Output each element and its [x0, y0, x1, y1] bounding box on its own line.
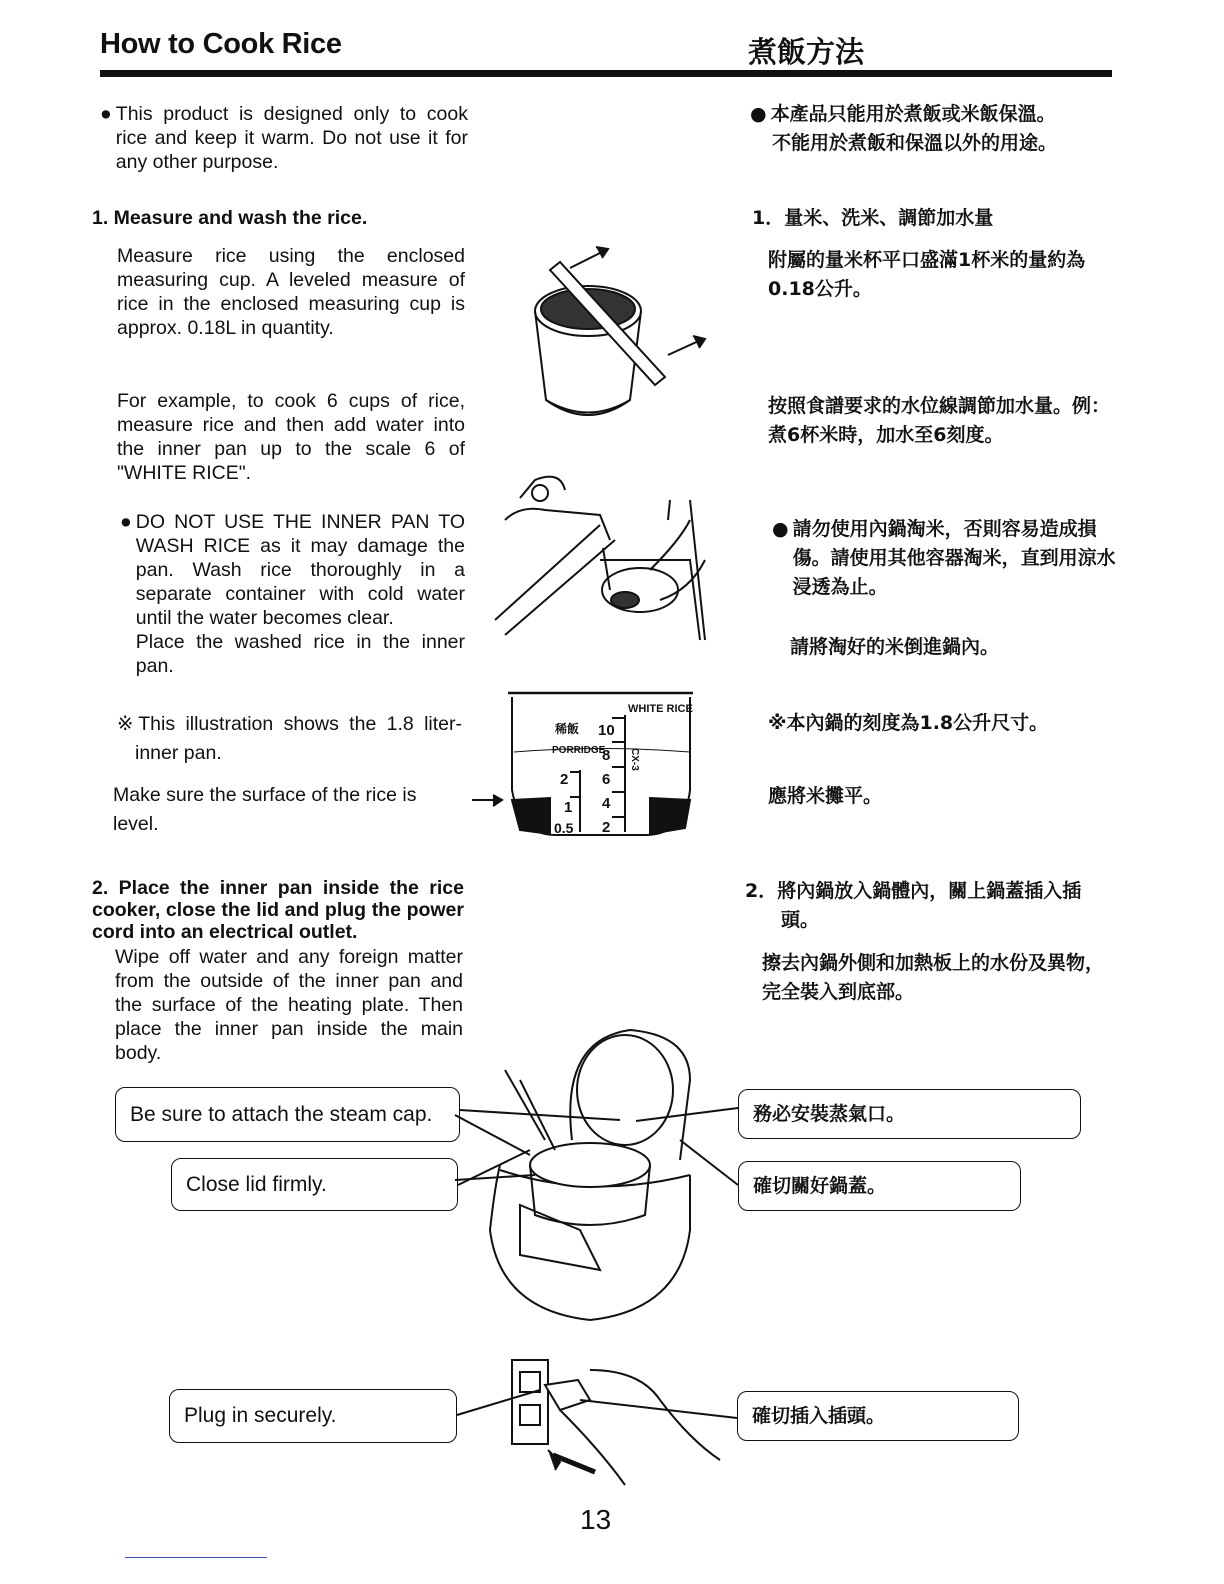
step2-body-en: Wipe off water and any foreign matter from the outside of the inner pan and the surface of the heating plate. Then place the inner pan inside the main body. [115, 946, 463, 1064]
step1-place-zh: 請將淘好的米倒進鍋內。 [790, 636, 1000, 658]
step1-example-zh: 按照食譜要求的水位線調節加水量。例：煮6杯米時，加水至6刻度。 [768, 395, 1111, 446]
step1-warning-en-text: DO NOT USE THE INNER PAN TO WASH RICE as it may damage the pan. Wash rice thoroughly in a separate container with cold water until the water becomes clear. [135, 511, 465, 629]
intro-en [100, 102, 468, 174]
scale-mark-6: 6 [602, 771, 611, 788]
callout-plug-en: Plug in securely. [169, 1389, 457, 1443]
step1-measure-zh: 附屬的量米杯平口盛滿1杯米的量約為0.18公升。 [768, 249, 1086, 300]
step1-example-en: For example, to cook 6 cups of rice, measure rice and then add water into the inner pan up to the scale 6 of "WHITE RICE". [117, 390, 465, 484]
step1-heading-zh: 1．量米、洗米、調節加水量 [752, 207, 994, 229]
bullet-icon: ● [100, 103, 112, 125]
step1-warning-zh-text: 請勿使用內鍋淘米，否則容易造成損傷。請使用其他容器淘米，直到用涼水浸透為止。 [792, 518, 1116, 598]
bullet-icon: ● [120, 511, 132, 533]
scale-mark-2: 2 [602, 819, 611, 836]
measuring-cup-illustration [535, 247, 705, 415]
header-rule [100, 70, 1112, 77]
callout-steam-cap-en: Be sure to attach the steam cap. [115, 1087, 460, 1142]
intro-zh-line1: 本產品只能用於煮飯或米飯保溫。 [770, 103, 1056, 125]
bullet-icon: ● [772, 518, 789, 540]
plug-illustration [512, 1360, 720, 1485]
pan-scale-labels [552, 703, 693, 836]
intro-zh-line2: 不能用於煮飯和保溫以外的用途。 [772, 132, 1058, 154]
scale-porridge-mark-2: 2 [560, 771, 569, 788]
step1-level-en: Make sure the surface of the rice is level. [113, 784, 417, 835]
step1-measure-en: Measure rice using the enclosed measuring cup. A leveled measure of rice in the enclosed measuring cup is approx. 0.18L in quantity. [117, 245, 465, 339]
scale-porridge-en-label: PORRIDGE [552, 745, 606, 756]
callout-close-lid-en: Close lid firmly. [171, 1158, 458, 1211]
step1-warning-en [120, 510, 465, 678]
callout-leader-lines [457, 1108, 738, 1418]
step2-heading-zh: 2．將內鍋放入鍋體內，關上鍋蓋插入插頭。 [745, 880, 1082, 931]
bullet-icon: ● [750, 103, 767, 125]
scale-white-rice-label: WHITE RICE [628, 703, 693, 715]
rice-cooker-illustration [455, 1030, 690, 1320]
step1-note-en: ※This illustration shows the 1.8 liter-inner pan. [117, 713, 462, 764]
step1-place-en: Place the washed rice in the inner pan. [135, 631, 465, 677]
scale-mark-8: 8 [602, 747, 611, 764]
step2-heading-en: 2. Place the inner pan inside the rice cooker, close the lid and plug the power cord into an electrical outlet. [92, 877, 464, 943]
page-title-en: How to Cook Rice [100, 28, 342, 60]
step1-warning-zh [772, 515, 1117, 602]
footer-line [125, 1557, 267, 1558]
callout-steam-cap-zh: 務必安裝蒸氣口。 [738, 1089, 1081, 1139]
scale-porridge-mark-1: 1 [564, 799, 573, 816]
scale-side-label: CX-3 [629, 748, 640, 771]
scale-porridge-zh-label: 稀飯 [555, 722, 580, 736]
callout-close-lid-zh: 確切關好鍋蓋。 [738, 1161, 1021, 1211]
callout-plug-zh: 確切插入插頭。 [737, 1391, 1019, 1441]
page-number: 13 [580, 1504, 612, 1535]
step1-level-zh: 應將米攤平。 [768, 785, 883, 807]
step1-heading-en: 1. Measure and wash the rice. [92, 207, 368, 229]
step1-note-zh: ※本內鍋的刻度為1.8公升尺寸。 [768, 712, 1049, 734]
scale-mark-10: 10 [598, 722, 615, 739]
intro-zh [750, 100, 1120, 158]
page-title-zh: 煮飯方法 [748, 35, 865, 69]
intro-en-text: This product is designed only to cook rice and keep it warm. Do not use it for any other purpose. [115, 103, 468, 173]
rice-washing-illustration [495, 477, 705, 640]
step2-body-zh: 擦去內鍋外側和加熱板上的水份及異物，完全裝入到底部。 [762, 952, 1105, 1003]
scale-mark-4: 4 [602, 795, 611, 812]
inner-pan-scale-illustration [508, 693, 693, 835]
scale-porridge-mark-0-5: 0.5 [554, 820, 574, 836]
